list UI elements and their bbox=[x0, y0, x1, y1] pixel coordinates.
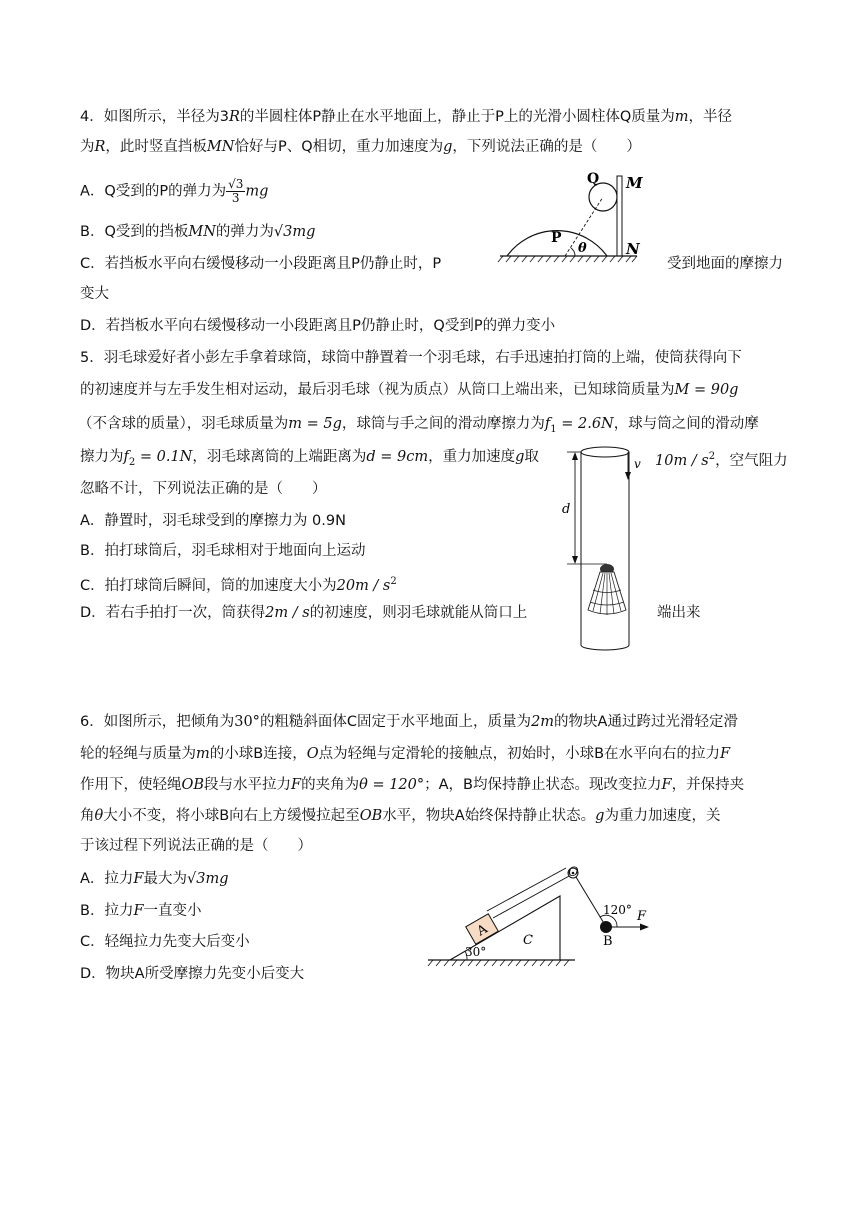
q5-option-d: D．若右手拍打一次，筒获得2m / s的初速度，则羽毛球就能从筒口上 bbox=[80, 605, 528, 621]
q5-option-a: A．静置时，羽毛球受到的摩擦力为 0.9N bbox=[80, 513, 346, 529]
label-o: O bbox=[568, 865, 579, 880]
q6-stem-line4: 角θ大小不变，将小球B向右上方缓慢拉起至OB水平，物块A始终保持静止状态。g为重力加速度，关 bbox=[80, 808, 721, 824]
q6-stem-line1: 6．如图所示，把倾角为30°的粗糙斜面体C固定于水平地面上，质量为2m的物块A通过跨过光滑轻定滑 bbox=[80, 714, 738, 730]
q5-stem-line5: 忽略不计，下列说法正确的是（ ） bbox=[80, 481, 327, 497]
q4-option-d: D．若挡板水平向右缓慢移动一小段距离且P仍静止时，Q受到P的弹力变小 bbox=[80, 318, 556, 334]
q5-option-b: B．拍打球筒后，羽毛球相对于地面向上运动 bbox=[80, 543, 366, 559]
label-p: P bbox=[551, 230, 562, 246]
label-d: d bbox=[562, 502, 571, 517]
label-theta: θ bbox=[578, 241, 587, 256]
label-30deg: 30° bbox=[465, 945, 487, 959]
q5-stem-line1: 5．羽毛球爱好者小彭左手拿着球筒，球筒中静置着一个羽毛球，右手迅速拍打筒的上端，使筒获得向下 bbox=[80, 350, 742, 366]
label-v: v bbox=[634, 457, 641, 471]
shuttlecock-icon bbox=[588, 564, 626, 615]
q5-option-d-cont: 端出来 bbox=[657, 605, 701, 621]
q4-stem-line2: 为R，此时竖直挡板MN恰好与P、Q相切，重力加速度为g，下列说法正确的是（ ） bbox=[80, 139, 641, 155]
label-n: N bbox=[626, 240, 640, 258]
q6-stem-line2: 轮的轻绳与质量为m的小球B连接，O点为轻绳与定滑轮的接触点，初始时，小球B在水平向右的拉力F bbox=[80, 746, 731, 762]
label-q: Q bbox=[587, 171, 600, 187]
q5-stem-line3: （不含球的质量），羽毛球质量为m = 5g，球筒与手之间的滑动摩擦力为$f_1 = 2.6N$，球与筒之间的滑动摩 bbox=[78, 416, 759, 435]
label-b: B bbox=[603, 934, 613, 949]
label-120deg: 120° bbox=[603, 903, 632, 917]
tube-top bbox=[581, 447, 629, 457]
q4-option-a: A．Q受到的P的弹力为 $\frac{√3}{3}$ mg bbox=[80, 177, 269, 205]
q6-option-a: A．拉力F最大为√3mg bbox=[80, 871, 229, 887]
label-f: F bbox=[637, 909, 647, 924]
q5-stem-line2: 的初速度并与左手发生相对运动，最后羽毛球（视为质点）从筒口上端出来，已知球筒质量为M = 90g bbox=[80, 382, 739, 398]
q4-figure bbox=[495, 168, 645, 268]
q6-figure bbox=[425, 865, 665, 970]
q5-option-c: C．拍打球筒后瞬间，筒的加速度大小为$20m / s^2$ bbox=[80, 576, 397, 594]
svg-text:A: A bbox=[474, 921, 491, 940]
q4-stem-line1: 4．如图所示，半径为3R的半圆柱体P静止在水平地面上，静止于P上的光滑小圆柱体Q质量为m，半径 bbox=[80, 109, 733, 125]
board-mn bbox=[617, 176, 622, 256]
label-m: M bbox=[626, 174, 643, 192]
q4-option-c-end: 变大 bbox=[80, 286, 109, 302]
q4-option-c-cont: 受到地面的摩擦力 bbox=[667, 256, 783, 272]
q6-option-b: B．拉力F一直变小 bbox=[80, 903, 202, 919]
q5-figure bbox=[555, 440, 655, 655]
q6-stem-line3: 作用下，使轻绳OB段与水平拉力F的夹角为θ = 120°；A，B均保持静止状态。现改变拉力F，并保持夹 bbox=[80, 777, 745, 793]
q5-stem-line4-cont: $10m / s^2$，空气阻力 bbox=[655, 451, 788, 469]
q6-stem-line5: 于该过程下列说法正确的是（ ） bbox=[80, 838, 312, 854]
q4-option-c: C．若挡板水平向右缓慢移动一小段距离且P仍静止时，P bbox=[80, 256, 442, 272]
block-a bbox=[466, 914, 499, 944]
q5-stem-line4: 擦力为$f_2 = 0.1N$，羽毛球离筒的上端距离为d = 9cm，重力加速度g取 bbox=[80, 449, 539, 468]
q6-option-c: C．轻绳拉力先变大后变小 bbox=[80, 934, 250, 950]
label-c: C bbox=[523, 933, 533, 948]
q4-option-b: B．Q受到的挡板MN的弹力为√3mg bbox=[80, 224, 316, 240]
fraction: $\frac{√3}{3}$ bbox=[228, 177, 244, 205]
q6-option-d: D．物块A所受摩擦力先变小后变大 bbox=[80, 966, 305, 982]
